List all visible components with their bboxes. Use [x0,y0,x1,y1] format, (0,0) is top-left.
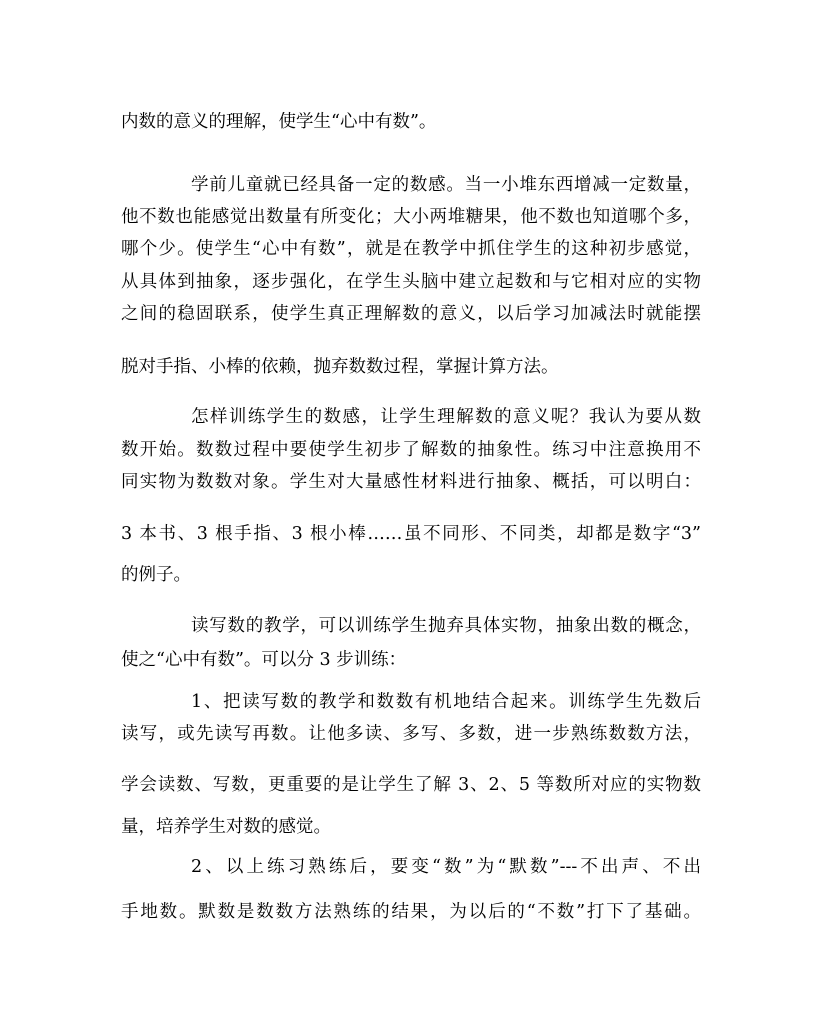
text-line: 之间的稳固联系，使学生真正理解数的意义，以后学习加减法时就能摆 [121,304,701,324]
text-line: 学会读数、写数，更重要的是让学生了解 3、2、5 等数所对应的实物数 [121,775,701,795]
text-line: 的例子。 [121,565,191,585]
text-line: 使之“心中有数”。可以分 3 步训练： [121,650,407,670]
text-line: 同实物为数数对象。学生对大量感性材料进行抽象、概括，可以明白： [121,472,701,492]
text-line: 3 本书、3 根手指、3 根小棒……虽不同形、不同类，却都是数字“3” [121,524,701,544]
text-line: 数开始。数数过程中要使学生初步了解数的抽象性。练习中注意换用不 [121,440,701,460]
text-line: 读写，或先读写再数。让他多读、多写、多数，进一步熟练数数方法， [121,724,701,744]
paragraph-first-line: 怎样训练学生的数感，让学生理解数的意义呢？我认为要从数 [191,407,701,427]
text-line: 哪个少。使学生“心中有数”，就是在教学中抓住学生的这种初步感觉， [121,239,701,259]
text-line: 脱对手指、小棒的依赖，抛弃数数过程，掌握计算方法。 [121,357,559,377]
list-item-first-line: 2、以上练习熟练后，要变“数”为“默数”---不出声、不出 [191,857,701,877]
paragraph-first-line: 学前儿童就已经具备一定的数感。当一小堆东西增减一定数量， [191,175,701,195]
list-item-first-line: 1、把读写数的教学和数数有机地结合起来。训练学生先数后 [191,692,701,712]
text-line: 量，培养学生对数的感觉。 [121,817,331,837]
text-line: 从具体到抽象，逐步强化，在学生头脑中建立起数和与它相对应的实物 [121,272,701,292]
text-line: 他不数也能感觉出数量有所变化；大小两堆糖果，他不数也知道哪个多， [121,207,701,227]
paragraph-first-line: 读写数的教学，可以训练学生抛弃具体实物，抽象出数的概念， [191,616,701,636]
text-line: 内数的意义的理解，使学生“心中有数”。 [121,112,437,132]
text-line: 手地数。默数是数数方法熟练的结果，为以后的“不数”打下了基础。 [121,902,701,922]
